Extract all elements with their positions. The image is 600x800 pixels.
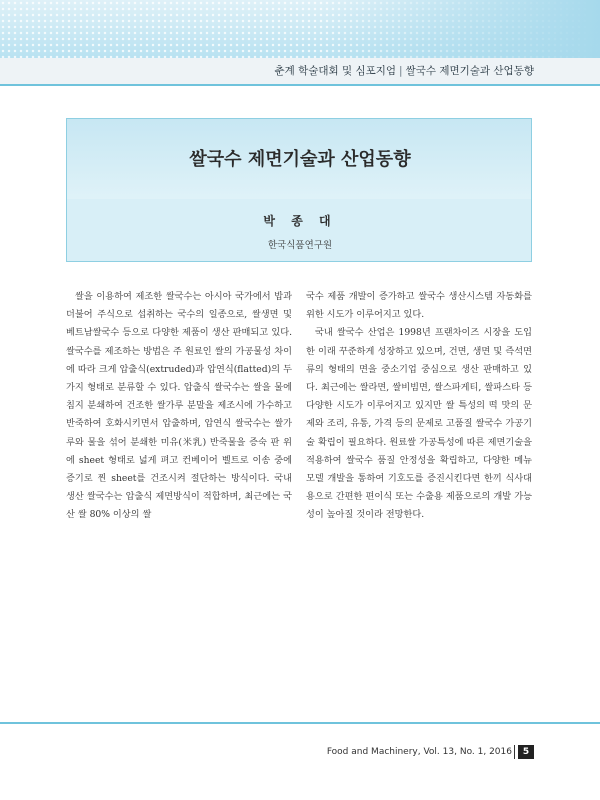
running-header-article: 쌀국수 제면기술과 산업동향: [405, 65, 534, 77]
author-affiliation: 한국식품연구원: [267, 240, 333, 251]
running-header-event: 춘계 학술대회 및 심포지엄: [274, 65, 397, 77]
body-column-right: [306, 288, 532, 525]
footer-rule: [0, 722, 600, 724]
body-column-left: [66, 288, 292, 525]
body-paragraph: 쌀을 이용하여 제조한 쌀국수는 아시아 국가에서 밥과 더불어 주식으로 섭취하는 국수의 일종으로, 쌀생면 및 베트남쌀국수 등으로 다양한 제품이 생산 판매되고 있다. 쌀국수를 제조하는 방법은 주 원료인 쌀의 가공물성 차이에 따라 크게 압출식(extruded)과 압연식(flatted)의 두 가지 형태로 분류할 수 있다. 압출식 쌀국수는 쌀을 물에 침지 분쇄하여 건조한 쌀가루 분말을 제조시에 가수하고 반죽하여 호화시키면서 압출하며, 압연식 쌀국수는 쌀가루와 물을 섞어 분쇄한 미유(米乳) 반죽물을 증숙 판 위에 sheet 형태로 넓게 펴고 컨베이어 벨트로 이송 중에 증기로 찐 sheet를 건조시켜 절단하는 방식이다. 국내 생산 쌀국수는 압출식 제면방식이 적합하며, 최근에는 국산 쌀 80% 이상의 쌀: [66, 291, 292, 521]
paper-title: 쌀국수 제면기술과 산업동향: [189, 149, 411, 170]
band-gradient-fade: [320, 0, 600, 58]
running-header: [274, 63, 534, 78]
author-name: 박 종 대: [263, 214, 337, 228]
running-header-separator: |: [399, 65, 403, 77]
body-paragraph-continued: 국수 제품 개발이 증가하고 쌀국수 생산시스템 자동화를 위한 시도가 이루어지고 있다.: [306, 291, 532, 321]
journal-citation: Food and Machinery, Vol. 13, No. 1, 2016: [326, 747, 512, 757]
decorative-top-band: [0, 0, 600, 58]
footer-separator: [514, 745, 515, 759]
body-paragraph: 국내 쌀국수 산업은 1998년 프랜차이즈 시장을 도입한 이래 꾸준하게 성장하고 있으며, 건면, 생면 및 즉석면류의 형태의 면을 중소기업 중심으로 생산 판매하고 있다. 최근에는 쌀라면, 쌀비빔면, 쌀스파게티, 쌀파스타 등 다양한 시도가 이루어지고 있지만 쌀 특성의 떡 맛의 문제와 조리, 유통, 가격 등의 문제로 고품질 쌀국수 가공기술 확립이 필요하다. 원료쌀 가공특성에 따른 제면기술을 적용하여 쌀국수 품질 안정성을 확립하고, 다양한 메뉴 모델 개발을 통하여 기호도를 증진시킨다면 한끼 식사대용으로 간편한 편이식 또는 수출용 제품으로의 개발 가능성이 높아질 것이라 전망한다.: [306, 327, 532, 521]
page-number: 5: [518, 745, 534, 759]
